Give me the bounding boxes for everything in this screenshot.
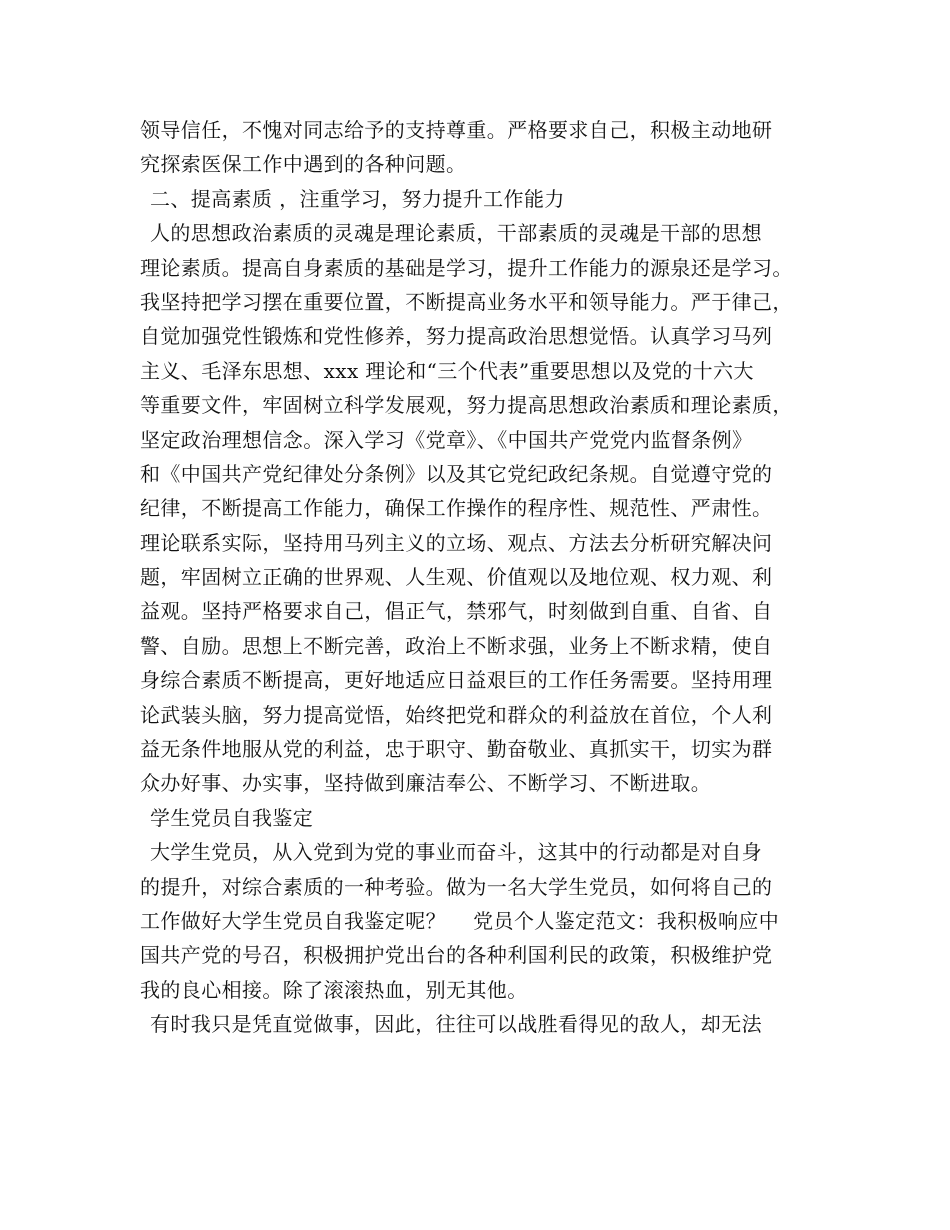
section-heading: 学生党员自我鉴定 [150,805,314,830]
text-line: 纪律，不断提高工作能力，确保工作操作的程序性、规范性、严肃性。 [140,496,773,521]
text-line: 理论素质。提高自身素质的基础是学习，提升工作能力的源泉还是学习。 [140,255,793,280]
text-line: 众办好事、办实事，坚持做到廉洁奉公、不断学习、不断进取。 [140,771,712,796]
text-line: 主义、毛泽东思想、xxx 理论和“三个代表”重要思想以及党的十六大 [140,358,754,383]
text-line: 自觉加强党性锻炼和党性修养，努力提高政治思想觉悟。认真学习马列 [140,324,773,349]
text-line: 人的思想政治素质的灵魂是理论素质，干部素质的灵魂是干部的思想 [150,221,762,246]
text-line: 领导信任，不愧对同志给予的支持尊重。严格要求自己，积极主动地研 [140,118,773,142]
text-line: 有时我只是凭直觉做事，因此，往往可以战胜看得见的敌人，却无法 [150,1012,762,1037]
text-line: 理论联系实际，坚持用马列主义的立场、观点、方法去分析研究解决问 [140,530,773,555]
text-line: 究探索医保工作中遇到的各种问题。 [140,152,467,177]
text-line: 我的良心相接。除了滚滚热血，别无其他。 [140,977,528,1002]
text-line: 等重要文件，牢固树立科学发展观，努力提高思想政治素质和理论素质， [140,393,793,418]
text-line: 益观。坚持严格要求自己，倡正气，禁邪气，时刻做到自重、自省、自 [140,599,773,624]
text-line: 和《中国共产党纪律处分条例》以及其它党纪政纪条规。自觉遵守党的 [140,461,773,486]
text-line: 坚定政治理想信念。深入学习《党章》、《中国共产党党内监督条例》 [140,427,753,452]
text-line: 工作做好大学生党员自我鉴定呢？ 党员个人鉴定范文：我积极响应中 [140,908,780,933]
text-line: 益无条件地服从党的利益，忠于职守、勤奋敬业、真抓实干，切实为群 [140,737,773,762]
text-line: 的提升，对综合素质的一种考验。做为一名大学生党员，如何将自己的 [140,874,773,899]
text-line: 我坚持把学习摆在重要位置，不断提高业务水平和领导能力。严于律己， [140,289,793,314]
text-line: 题，牢固树立正确的世界观、人生观、价值观以及地位观、权力观、利 [140,565,773,590]
text-line: 论武装头脑，努力提高觉悟，始终把党和群众的利益放在首位，个人利 [140,702,773,727]
document-body [140,113,830,1042]
text-line: 国共产党的号召，积极拥护党出台的各种利国利民的政策，积极维护党 [140,943,773,968]
section-heading: 二、提高素质 ，注重学习，努力提升工作能力 [150,186,565,211]
text-line: 警、自励。思想上不断完善，政治上不断求强，业务上不断求精，使自 [140,633,773,658]
text-line: 大学生党员，从入党到为党的事业而奋斗，这其中的行动都是对自身 [150,840,762,865]
text-line: 身综合素质不断提高，更好地适应日益艰巨的工作任务需要。坚持用理 [140,668,773,693]
